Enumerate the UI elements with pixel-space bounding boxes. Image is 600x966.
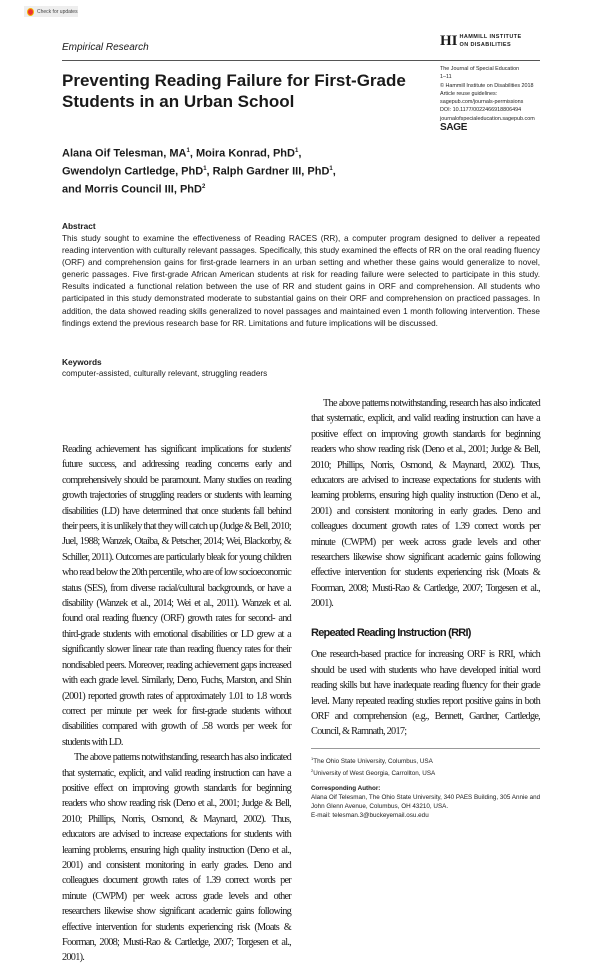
author: , Ralph Gardner III, PhD [206, 165, 330, 178]
email-link[interactable]: E-mail: telesman.3@buckeyemail.osu.edu [311, 811, 429, 819]
corresponding-address: Alana Oif Telesman, The Ohio State University, 340 PAES Building, 305 Annie and John Glenn Avenue, Columbus, OH 43210, USA. [311, 793, 541, 810]
affiliation: University of West Georgia, Carrollton, USA [313, 770, 436, 778]
check-for-updates-label: Check for updates [37, 8, 78, 15]
journal-meta [440, 65, 535, 132]
logo-line1: HAMMILL INSTITUTE [459, 34, 522, 41]
crossmark-icon [27, 8, 34, 16]
aff-mark: 2 [201, 184, 206, 191]
paragraph-continued: The above patterns notwithstanding, research has also indicated that systematic, explicit, and valid reading instruction can have a positive effect on improving growth standards for beginning readers who show reading risk (Deno et al., 2001; Judge & Bell, 2010; Phillips, Norris, Osmond, & Maynard, 2002). Thus, educators are advised to increase expectations for students with learning problems, ensuring high quality instruction (Deno et al., 2001) and consistent monitoring in early grades. Deno and colleagues document growth rates of 1.39 correct words per minute (CWPM) per week across grade levels and other researchers likewise show significant academic gains following effective intervention for students experiencing risk (Moats & Foorman, 2008; Musti-Rao & Cartledge, 2007; Torgesen et al., 2001). [311, 398, 540, 610]
pages: 1–11 [440, 74, 452, 81]
aff-mark: 1 [329, 166, 333, 173]
header-rule [62, 60, 540, 61]
author: Gwendolyn Cartledge, PhD [62, 165, 204, 178]
keywords-heading: Keywords [62, 357, 102, 367]
permissions-link[interactable]: sagepub.com/journals-permissions [440, 99, 524, 106]
logo-line2: ON DISABILITIES [459, 41, 512, 48]
footnotes [311, 755, 546, 821]
hammill-logo [440, 34, 522, 49]
abstract-text: This study sought to examine the effectiveness of Reading RACES (RR), a computer program designed to deliver a repeated reading intervention with culturally relevant passages. Specifically, this study examined the effects of RR on the oral reading fluency (ORF) and comprehension gains for first-grade learners in an urban setting and whether these gains would generalize to novel, generic passages. Five first-grade African American students at risk for reading failure were selected to participate in this study. Results indicated a functional relation between the use of RR and student gains in ORF and comprehension. All students who participated in this study demonstrated moderate to substantial gains on their ORF and comprehension on practiced passages. In addition, the data showed reading skills generalized to novel passages and maintained even 1 month following intervention. These findings extend the previous research base for RR. Limitations and future implications will be discussed. [62, 234, 540, 328]
abstract-heading: Abstract [62, 221, 96, 231]
paragraph: The above patterns notwithstanding, research has also indicated that systematic, explicit, and valid reading instruction can have a positive effect on improving growth standards for beginning readers who show reading risk (Deno et al., 2001; Judge & Bell, 2010; Phillips, Norris, Osmond, & Maynard, 2002). Thus, educators are advised to increase expectations for students with learning problems, ensuring high quality instruction (Deno et al., 2001) and consistent monitoring in early grades. Deno and colleagues document growth rates of 1.39 correct words per minute (CWPM) per week across grade levels and other researchers likewise show significant academic gains following effective intervention for students experiencing risk (Moats & Foorman, 2008; Musti-Rao & Cartledge, 2007; Torgesen et al., 2001). [62, 752, 291, 964]
paragraph: One research-based practice for increasing ORF is RRI, which should be used with students who have developed initial word reading skills but have inadequate reading fluency for their grade level. Many repeated reading studies report positive gains in both ORF and comprehension (e.g., Bennett, Gardner, Cartledge, Council, & Ramnath, 2017; [311, 649, 540, 738]
section-label: Empirical Research [62, 42, 149, 53]
authors: Alana Oif Telesman, $MA^1$, Moira Konrad, PhD$^1$, Gwendolyn Cartledge, PhD$^1$, Ralph Gardner III, PhD$^1$, and Morris Council III, PhD$^2$ [62, 147, 336, 196]
keywords-text: computer-assisted, culturally relevant, struggling readers [62, 369, 268, 378]
aff-mark: 2 [311, 768, 314, 773]
aff-mark: 1 [186, 148, 190, 154]
logo-mark: HI [440, 33, 458, 49]
aff-mark: 1 [294, 148, 299, 154]
copyright: © Hammill Institute on Disabilities 2018 [440, 82, 534, 89]
section-heading: Repeated Reading Instruction (RRI) [311, 627, 471, 639]
check-for-updates-badge[interactable] [24, 6, 78, 17]
sage-logo: SAGE [440, 122, 468, 134]
aff-mark: 1 [311, 756, 314, 761]
affiliation: The Ohio State University, Columbus, USA [313, 758, 433, 766]
paragraph: Reading achievement has significant implications for students' future success, and addressing reading concerns early and comprehensively should be paramount. Many studies on reading growth trajectories of struggling readers or students with learning disabilities (LD) have determined that once students fall behind their peers, it is unlikely that they will catch up (Judge & Bell, 2010; Juel, 1988; Wanzek, Otaiba, & Petscher, 2014; Wei, Blackorby, & Schiller, 2011). Outcomes are particularly bleak for young children who read below the 20th percentile, who are of low socioeconomic status (SES), from diverse racial/cultural backgrounds, or have a disability (Wanzek et al., 2014; Wei et al., 2011). Wanzek et al. found oral reading fluency (ORF) growth rates for second- and third-grade students with emotional disabilities or LD grew at a significantly slower linear rate than reading fluency rates for their nondisabled peers. Moreover, reading achievement gaps increased with each grade level. Similarly, Deno, Fuchs, Marston, and Shin (2001) reported growth rates of approximately 1.01 to 1.8 words correct per minute per week for first-grade students without disabilities compared with growth of .58 words per week for students with LD. [62, 444, 291, 748]
author: and Morris Council III, PhD [62, 183, 202, 196]
body-left-column [62, 442, 291, 964]
footnote-rule [311, 748, 540, 749]
author: , Moira Konrad, PhD [189, 147, 295, 160]
journal-url[interactable]: journalofspecialeducation.sagepub.com [440, 115, 535, 122]
article-title: Preventing Reading Failure for First-Grade Students in an Urban School [62, 71, 406, 111]
corresponding-heading: Corresponding Author: [311, 785, 381, 792]
journal-name: The Journal of Special Education [440, 66, 520, 72]
body-right-column [311, 398, 540, 740]
paragraph-continued-wrapper [311, 398, 540, 612]
author: Alana Oif Telesman, MA [62, 147, 187, 160]
aff-mark: 1 [203, 166, 207, 173]
reuse-label: Article reuse guidelines: [440, 90, 498, 97]
doi[interactable]: DOI: 10.1177/0022466918806494 [440, 107, 522, 114]
